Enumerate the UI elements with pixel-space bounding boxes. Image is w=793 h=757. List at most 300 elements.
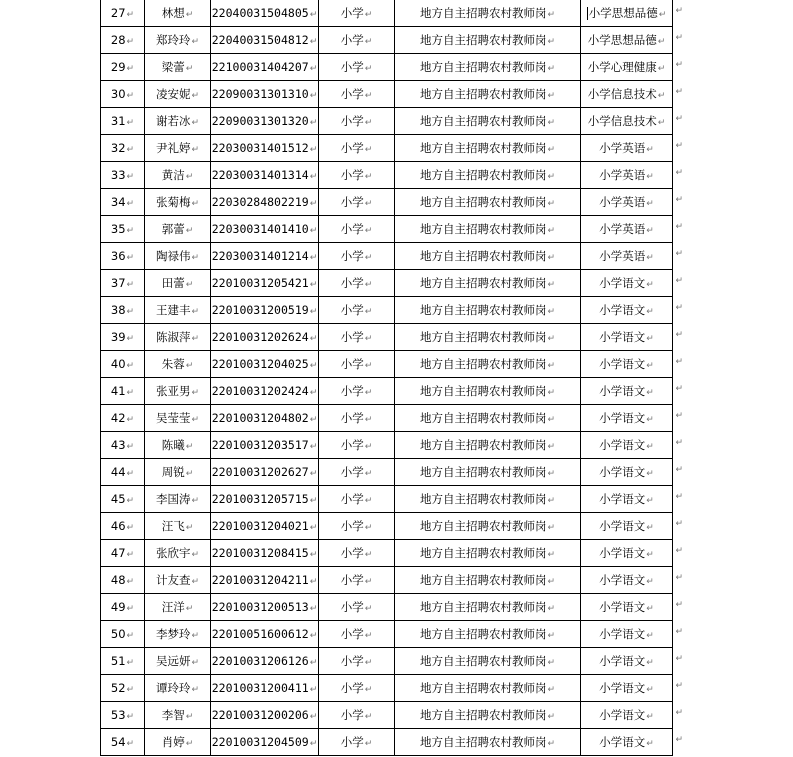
- exam-id: 22030031401410: [211, 222, 309, 236]
- table-row: [101, 567, 673, 594]
- paragraph-mark-icon: ↵: [646, 226, 654, 236]
- row-end-mark-icon: ↵: [675, 492, 683, 502]
- position-cell: [395, 54, 581, 81]
- paragraph-mark-icon: ↵: [364, 334, 373, 344]
- exam-id-cell: [211, 594, 319, 621]
- subject: 小学语文: [599, 384, 646, 398]
- paragraph-mark-icon: ↵: [309, 334, 318, 344]
- paragraph-mark-icon: ↵: [646, 280, 654, 290]
- exam-id-cell: [211, 648, 319, 675]
- subject: 小学信息技术: [587, 87, 657, 101]
- position-cell: [395, 0, 581, 27]
- row-number: 46: [110, 519, 126, 533]
- paragraph-mark-icon: ↵: [364, 523, 373, 533]
- subject-cell: [581, 594, 683, 621]
- name-cell: [145, 216, 211, 243]
- paragraph-mark-icon: ↵: [646, 307, 654, 317]
- position-cell: [395, 648, 581, 675]
- paragraph-mark-icon: ↵: [126, 523, 135, 533]
- school-level: 小学: [340, 384, 364, 398]
- exam-id: 22010031208415: [211, 546, 309, 560]
- paragraph-mark-icon: ↵: [126, 307, 135, 317]
- position-type: 地方自主招聘农村教师岗: [419, 33, 547, 47]
- row-end-mark-icon: ↵: [675, 600, 683, 610]
- paragraph-mark-icon: ↵: [364, 199, 373, 209]
- paragraph-mark-icon: ↵: [309, 388, 318, 398]
- row-number: 40: [110, 357, 126, 371]
- exam-id-cell: [211, 675, 319, 702]
- exam-id: 22010031204211: [211, 573, 309, 587]
- row-number-cell: [101, 189, 145, 216]
- exam-id: 22010031202627: [211, 465, 309, 479]
- paragraph-mark-icon: ↵: [126, 739, 135, 749]
- position-cell: [395, 702, 581, 729]
- paragraph-mark-icon: ↵: [646, 496, 654, 506]
- candidate-name: 郑玲玲: [155, 33, 191, 47]
- school-level: 小学: [340, 357, 364, 371]
- level-cell: [319, 486, 395, 513]
- paragraph-mark-icon: ↵: [185, 64, 194, 74]
- subject-cell: [581, 648, 683, 675]
- paragraph-mark-icon: ↵: [126, 199, 135, 209]
- position-cell: [395, 432, 581, 459]
- row-number: 45: [110, 492, 126, 506]
- table-row: [101, 648, 673, 675]
- school-level: 小学: [340, 546, 364, 560]
- school-level: 小学: [340, 627, 364, 641]
- row-number-cell: [101, 297, 145, 324]
- paragraph-mark-icon: ↵: [309, 145, 318, 155]
- paragraph-mark-icon: ↵: [364, 307, 373, 317]
- row-end-mark-icon: ↵: [675, 681, 683, 691]
- school-level: 小学: [340, 438, 364, 452]
- name-cell: [145, 189, 211, 216]
- subject-cell: [581, 675, 683, 702]
- table-row: [101, 675, 673, 702]
- position-cell: [395, 135, 581, 162]
- subject-cell: [581, 432, 683, 459]
- exam-id-cell: [211, 459, 319, 486]
- row-end-mark-icon: ↵: [675, 141, 683, 151]
- position-cell: [395, 324, 581, 351]
- position-type: 地方自主招聘农村教师岗: [419, 411, 547, 425]
- position-type: 地方自主招聘农村教师岗: [419, 708, 547, 722]
- paragraph-mark-icon: ↵: [309, 631, 318, 641]
- row-number-cell: [101, 324, 145, 351]
- paragraph-mark-icon: ↵: [646, 631, 654, 641]
- row-end-mark-icon: ↵: [675, 33, 683, 43]
- school-level: 小学: [340, 141, 364, 155]
- name-cell: [145, 540, 211, 567]
- name-cell: [145, 54, 211, 81]
- row-end-mark-icon: ↵: [675, 6, 683, 16]
- paragraph-mark-icon: ↵: [657, 91, 666, 101]
- level-cell: [319, 405, 395, 432]
- paragraph-mark-icon: ↵: [126, 658, 135, 668]
- row-number: 51: [110, 654, 126, 668]
- subject: 小学英语: [599, 222, 646, 236]
- position-cell: [395, 594, 581, 621]
- exam-id-cell: [211, 729, 319, 756]
- paragraph-mark-icon: ↵: [309, 550, 318, 560]
- roster-table: [100, 0, 683, 756]
- school-level: 小学: [340, 114, 364, 128]
- paragraph-mark-icon: ↵: [126, 334, 135, 344]
- name-cell: [145, 405, 211, 432]
- paragraph-mark-icon: ↵: [364, 172, 373, 182]
- row-number-cell: [101, 405, 145, 432]
- position-type: 地方自主招聘农村教师岗: [419, 60, 547, 74]
- row-number: 30: [110, 87, 126, 101]
- subject: 小学语文: [599, 357, 646, 371]
- subject-cell: [581, 297, 683, 324]
- level-cell: [319, 648, 395, 675]
- paragraph-mark-icon: ↵: [547, 253, 556, 263]
- paragraph-mark-icon: ↵: [309, 37, 318, 47]
- position-cell: [395, 162, 581, 189]
- row-number-cell: [101, 351, 145, 378]
- candidate-name: 周锐: [161, 465, 185, 479]
- paragraph-mark-icon: ↵: [547, 496, 556, 506]
- candidate-name: 吴莹莹: [155, 411, 191, 425]
- row-end-mark-icon: ↵: [675, 465, 683, 475]
- level-cell: [319, 27, 395, 54]
- paragraph-mark-icon: ↵: [309, 469, 318, 479]
- position-type: 地方自主招聘农村教师岗: [419, 114, 547, 128]
- candidate-name: 田蕾: [161, 276, 185, 290]
- row-end-mark-icon: ↵: [675, 573, 683, 583]
- paragraph-mark-icon: ↵: [309, 118, 318, 128]
- table-row: [101, 216, 673, 243]
- paragraph-mark-icon: ↵: [646, 199, 654, 209]
- table-row: [101, 351, 673, 378]
- paragraph-mark-icon: ↵: [185, 739, 194, 749]
- row-number-cell: [101, 270, 145, 297]
- subject-cell: [581, 486, 683, 513]
- row-number: 34: [110, 195, 126, 209]
- exam-id: 22040031504805: [211, 6, 309, 20]
- name-cell: [145, 351, 211, 378]
- school-level: 小学: [340, 303, 364, 317]
- subject-cell: [581, 135, 683, 162]
- exam-id: 22100031404207: [211, 60, 309, 74]
- name-cell: [145, 729, 211, 756]
- paragraph-mark-icon: ↵: [126, 280, 135, 290]
- row-number: 37: [110, 276, 126, 290]
- exam-id: 22010031206126: [211, 654, 309, 668]
- position-cell: [395, 675, 581, 702]
- school-level: 小学: [340, 411, 364, 425]
- row-number-cell: [101, 432, 145, 459]
- row-end-mark-icon: ↵: [675, 276, 683, 286]
- row-end-mark-icon: ↵: [675, 60, 683, 70]
- paragraph-mark-icon: ↵: [309, 523, 318, 533]
- exam-id-cell: [211, 189, 319, 216]
- subject: 小学语文: [599, 465, 646, 479]
- exam-id-cell: [211, 351, 319, 378]
- subject: 小学心理健康: [587, 60, 657, 74]
- level-cell: [319, 54, 395, 81]
- candidate-name: 谢若冰: [155, 114, 191, 128]
- exam-id-cell: [211, 297, 319, 324]
- subject: 小学语文: [599, 330, 646, 344]
- paragraph-mark-icon: ↵: [547, 577, 556, 587]
- exam-id-cell: [211, 324, 319, 351]
- row-number-cell: [101, 81, 145, 108]
- paragraph-mark-icon: ↵: [185, 226, 194, 236]
- subject-cell: [581, 216, 683, 243]
- paragraph-mark-icon: ↵: [191, 118, 200, 128]
- paragraph-mark-icon: ↵: [126, 685, 135, 695]
- position-type: 地方自主招聘农村教师岗: [419, 357, 547, 371]
- level-cell: [319, 0, 395, 27]
- exam-id: 22010031204509: [211, 735, 309, 749]
- subject: 小学语文: [599, 708, 646, 722]
- exam-id: 22030031401214: [211, 249, 309, 263]
- subject-cell: [581, 108, 683, 135]
- subject: 小学语文: [599, 735, 646, 749]
- paragraph-mark-icon: ↵: [547, 685, 556, 695]
- exam-id: 22010031200206: [211, 708, 309, 722]
- school-level: 小学: [340, 465, 364, 479]
- school-level: 小学: [340, 168, 364, 182]
- paragraph-mark-icon: ↵: [126, 496, 135, 506]
- subject: 小学语文: [599, 303, 646, 317]
- school-level: 小学: [340, 573, 364, 587]
- school-level: 小学: [340, 708, 364, 722]
- paragraph-mark-icon: ↵: [547, 712, 556, 722]
- paragraph-mark-icon: ↵: [126, 172, 135, 182]
- paragraph-mark-icon: ↵: [191, 658, 200, 668]
- exam-id-cell: [211, 0, 319, 27]
- candidate-name: 尹礼婷: [155, 141, 191, 155]
- paragraph-mark-icon: ↵: [309, 442, 318, 452]
- name-cell: [145, 270, 211, 297]
- paragraph-mark-icon: ↵: [126, 469, 135, 479]
- candidate-name: 梁蕾: [161, 60, 185, 74]
- exam-id-cell: [211, 432, 319, 459]
- row-number-cell: [101, 135, 145, 162]
- paragraph-mark-icon: ↵: [547, 91, 556, 101]
- paragraph-mark-icon: ↵: [309, 91, 318, 101]
- name-cell: [145, 567, 211, 594]
- paragraph-mark-icon: ↵: [364, 685, 373, 695]
- paragraph-mark-icon: ↵: [364, 145, 373, 155]
- name-cell: [145, 432, 211, 459]
- candidate-name: 汪洋: [161, 600, 185, 614]
- school-level: 小学: [340, 330, 364, 344]
- table-row: [101, 270, 673, 297]
- subject: 小学语文: [599, 546, 646, 560]
- subject-cell: [581, 513, 683, 540]
- subject: 小学语文: [599, 438, 646, 452]
- position-cell: [395, 216, 581, 243]
- school-level: 小学: [340, 600, 364, 614]
- paragraph-mark-icon: ↵: [126, 415, 135, 425]
- exam-id: 22090031301320: [211, 114, 309, 128]
- position-cell: [395, 27, 581, 54]
- position-cell: [395, 81, 581, 108]
- name-cell: [145, 648, 211, 675]
- paragraph-mark-icon: ↵: [126, 226, 135, 236]
- position-type: 地方自主招聘农村教师岗: [419, 195, 547, 209]
- paragraph-mark-icon: ↵: [547, 442, 556, 452]
- exam-id: 22010031204021: [211, 519, 309, 533]
- school-level: 小学: [340, 195, 364, 209]
- paragraph-mark-icon: ↵: [309, 307, 318, 317]
- row-number-cell: [101, 0, 145, 27]
- paragraph-mark-icon: ↵: [364, 496, 373, 506]
- position-cell: [395, 567, 581, 594]
- exam-id: 22090031301310: [211, 87, 309, 101]
- subject: 小学思想品德: [588, 6, 658, 20]
- exam-id-cell: [211, 270, 319, 297]
- subject: 小学语文: [599, 654, 646, 668]
- paragraph-mark-icon: ↵: [364, 361, 373, 371]
- paragraph-mark-icon: ↵: [191, 199, 200, 209]
- subject-cell: [581, 540, 683, 567]
- candidate-name: 陈淑萍: [155, 330, 191, 344]
- table-row: [101, 513, 673, 540]
- paragraph-mark-icon: ↵: [126, 145, 135, 155]
- school-level: 小学: [340, 492, 364, 506]
- school-level: 小学: [340, 276, 364, 290]
- row-number: 44: [110, 465, 126, 479]
- position-type: 地方自主招聘农村教师岗: [419, 735, 547, 749]
- row-number-cell: [101, 540, 145, 567]
- paragraph-mark-icon: ↵: [126, 64, 135, 74]
- name-cell: [145, 459, 211, 486]
- row-end-mark-icon: ↵: [675, 627, 683, 637]
- table-row: [101, 108, 673, 135]
- row-end-mark-icon: ↵: [675, 411, 683, 421]
- subject: 小学英语: [599, 168, 646, 182]
- paragraph-mark-icon: ↵: [191, 253, 200, 263]
- name-cell: [145, 135, 211, 162]
- exam-id: 22010031203517: [211, 438, 309, 452]
- table-row: [101, 594, 673, 621]
- paragraph-mark-icon: ↵: [657, 37, 666, 47]
- exam-id: 22010031202424: [211, 384, 309, 398]
- row-number: 39: [110, 330, 126, 344]
- paragraph-mark-icon: ↵: [309, 577, 318, 587]
- row-number-cell: [101, 567, 145, 594]
- table-row: [101, 702, 673, 729]
- row-number: 41: [110, 384, 126, 398]
- candidate-name: 计友查: [155, 573, 191, 587]
- subject-cell: [581, 270, 683, 297]
- candidate-name: 王建丰: [155, 303, 191, 317]
- exam-id-cell: [211, 54, 319, 81]
- paragraph-mark-icon: ↵: [547, 739, 556, 749]
- level-cell: [319, 216, 395, 243]
- paragraph-mark-icon: ↵: [309, 415, 318, 425]
- table-row: [101, 0, 673, 27]
- name-cell: [145, 162, 211, 189]
- exam-id: 22010031204025: [211, 357, 309, 371]
- paragraph-mark-icon: ↵: [191, 496, 200, 506]
- subject: 小学语文: [599, 276, 646, 290]
- row-number-cell: [101, 594, 145, 621]
- paragraph-mark-icon: ↵: [309, 739, 318, 749]
- subject-cell: [581, 621, 683, 648]
- table-row: [101, 189, 673, 216]
- exam-id: 22030031401314: [211, 168, 309, 182]
- exam-id-cell: [211, 108, 319, 135]
- level-cell: [319, 432, 395, 459]
- name-cell: [145, 0, 211, 27]
- paragraph-mark-icon: ↵: [646, 550, 654, 560]
- paragraph-mark-icon: ↵: [364, 442, 373, 452]
- position-type: 地方自主招聘农村教师岗: [419, 546, 547, 560]
- row-end-mark-icon: ↵: [675, 438, 683, 448]
- row-number-cell: [101, 54, 145, 81]
- exam-id-cell: [211, 486, 319, 513]
- paragraph-mark-icon: ↵: [309, 280, 318, 290]
- paragraph-mark-icon: ↵: [547, 226, 556, 236]
- paragraph-mark-icon: ↵: [185, 442, 194, 452]
- level-cell: [319, 378, 395, 405]
- row-number: 47: [110, 546, 126, 560]
- position-type: 地方自主招聘农村教师岗: [419, 249, 547, 263]
- paragraph-mark-icon: ↵: [547, 550, 556, 560]
- exam-id: 22010031200519: [211, 303, 309, 317]
- position-cell: [395, 513, 581, 540]
- position-cell: [395, 270, 581, 297]
- position-type: 地方自主招聘农村教师岗: [419, 654, 547, 668]
- paragraph-mark-icon: ↵: [126, 631, 135, 641]
- row-number-cell: [101, 621, 145, 648]
- row-number-cell: [101, 648, 145, 675]
- paragraph-mark-icon: ↵: [185, 361, 194, 371]
- candidate-name: 李国涛: [155, 492, 191, 506]
- paragraph-mark-icon: ↵: [646, 145, 654, 155]
- row-end-mark-icon: ↵: [675, 168, 683, 178]
- position-type: 地方自主招聘农村教师岗: [419, 330, 547, 344]
- paragraph-mark-icon: ↵: [191, 37, 200, 47]
- exam-id: 22010031200513: [211, 600, 309, 614]
- paragraph-mark-icon: ↵: [657, 118, 666, 128]
- paragraph-mark-icon: ↵: [646, 334, 654, 344]
- exam-id-cell: [211, 540, 319, 567]
- level-cell: [319, 351, 395, 378]
- paragraph-mark-icon: ↵: [547, 37, 556, 47]
- paragraph-mark-icon: ↵: [185, 172, 194, 182]
- row-end-mark-icon: ↵: [675, 546, 683, 556]
- paragraph-mark-icon: ↵: [364, 118, 373, 128]
- position-type: 地方自主招聘农村教师岗: [419, 438, 547, 452]
- text-cursor: [587, 7, 588, 20]
- position-type: 地方自主招聘农村教师岗: [419, 303, 547, 317]
- candidate-name: 凌安妮: [155, 87, 191, 101]
- paragraph-mark-icon: ↵: [547, 172, 556, 182]
- candidate-name: 陶禄伟: [155, 249, 191, 263]
- subject: 小学英语: [599, 249, 646, 263]
- paragraph-mark-icon: ↵: [191, 145, 200, 155]
- paragraph-mark-icon: ↵: [191, 631, 200, 641]
- paragraph-mark-icon: ↵: [309, 496, 318, 506]
- paragraph-mark-icon: ↵: [547, 334, 556, 344]
- row-number-cell: [101, 162, 145, 189]
- school-level: 小学: [340, 681, 364, 695]
- position-type: 地方自主招聘农村教师岗: [419, 141, 547, 155]
- level-cell: [319, 729, 395, 756]
- table-row: [101, 729, 673, 756]
- subject: 小学语文: [599, 600, 646, 614]
- paragraph-mark-icon: ↵: [658, 10, 667, 20]
- candidate-name: 张菊梅: [155, 195, 191, 209]
- exam-id: 22040031504812: [211, 33, 309, 47]
